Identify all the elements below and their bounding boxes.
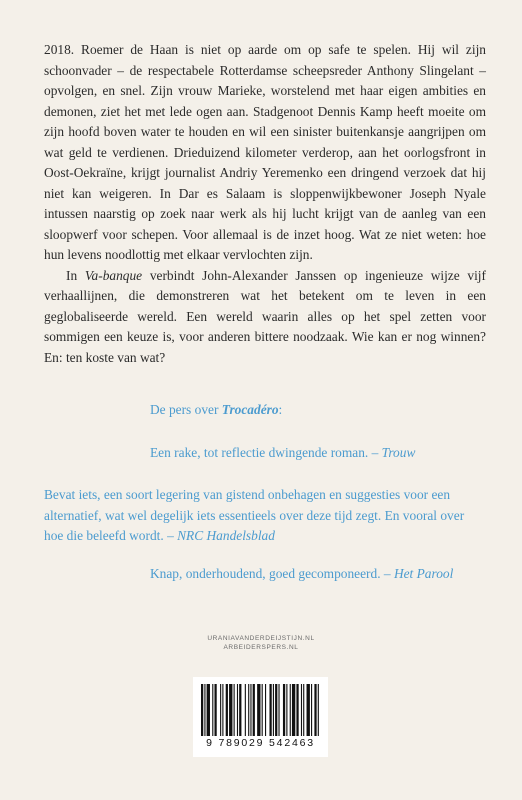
blurb-paragraph-2: In Va-banque verbindt John-Alexander Janssen op ingenieuze wijze vijf verhaallijnen, die demonstreren wat het betekent om te leven in een geglobaliseerde wereld. Een wereld waarin alles op het spel zetten voor sommigen een keuze is, voor anderen bittere noodzaak. Wie kan er nog winnen? En: ten koste van wat?	[44, 267, 486, 365]
quote-source: NRC Handelsblad	[177, 528, 275, 543]
barcode	[193, 677, 328, 757]
back-cover-blurb	[44, 40, 486, 368]
url-author: URANIAVANDERDEIJSTIJN.NL	[207, 635, 315, 642]
url-publisher: ARBEIDERSPERS.NL	[223, 644, 299, 651]
press-quote-trouw: Een rake, tot reflectie dwingende roman. – Trouw	[150, 445, 416, 460]
blurb-paragraph-1: 2018. Roemer de Haan is niet op aarde om op safe te spelen. Hij wil zijn schoonvader – de respectabele Rotterdamse scheepsreder Anthony Slingelant – opvolgen, en snel. Zijn vrouw Marieke, worstelend met haar eigen ambities en demonen, ziet het met lede ogen aan. Stadgenoot Dennis Kamp heeft moeite om zijn hoofd boven water te houden en wil een sinister buitenkansje aangrijpen om wat geld te verdienen. Drieduizend kilometer verderop, aan het oorlogsfront in Oost-Oekraïne, krijgt journalist Andriy Yeremenko een dringend verzoek dat hij niet kan weigeren. In Dar es Salaam is sloppenwijkbewoner Joseph Nyale intussen naarstig op zoek naar werk als hij lucht krijgt van de aanleg van een sloopwerf voor schepen. Voor allemaal is de inzet hoog. Wat ze niet weten: hoe hun levens noodlottig met elkaar vervlochten zijn.	[44, 42, 486, 262]
press-quote-parool: Knap, onderhoudend, goed gecomponeerd. – Het Parool	[150, 566, 454, 581]
quote-source: Trouw	[381, 445, 416, 460]
press-heading: De pers over Trocadéro:	[150, 402, 283, 417]
barcode-bars	[201, 684, 320, 736]
press-quote-nrc: Bevat iets, een soort legering van gistend onbehagen en suggesties voor een alternatief, wat wel degelijk iets essentieels over deze tijd zegt. En vooral over hoe die beleefd wordt. – NRC Handelsblad	[44, 487, 465, 543]
isbn-number: 9 789029 542463	[206, 737, 315, 749]
publisher-urls	[0, 634, 522, 652]
book-title: Va-banque	[84, 267, 143, 283]
previous-book-title: Trocadéro	[221, 402, 279, 417]
quote-source: Het Parool	[393, 566, 454, 581]
